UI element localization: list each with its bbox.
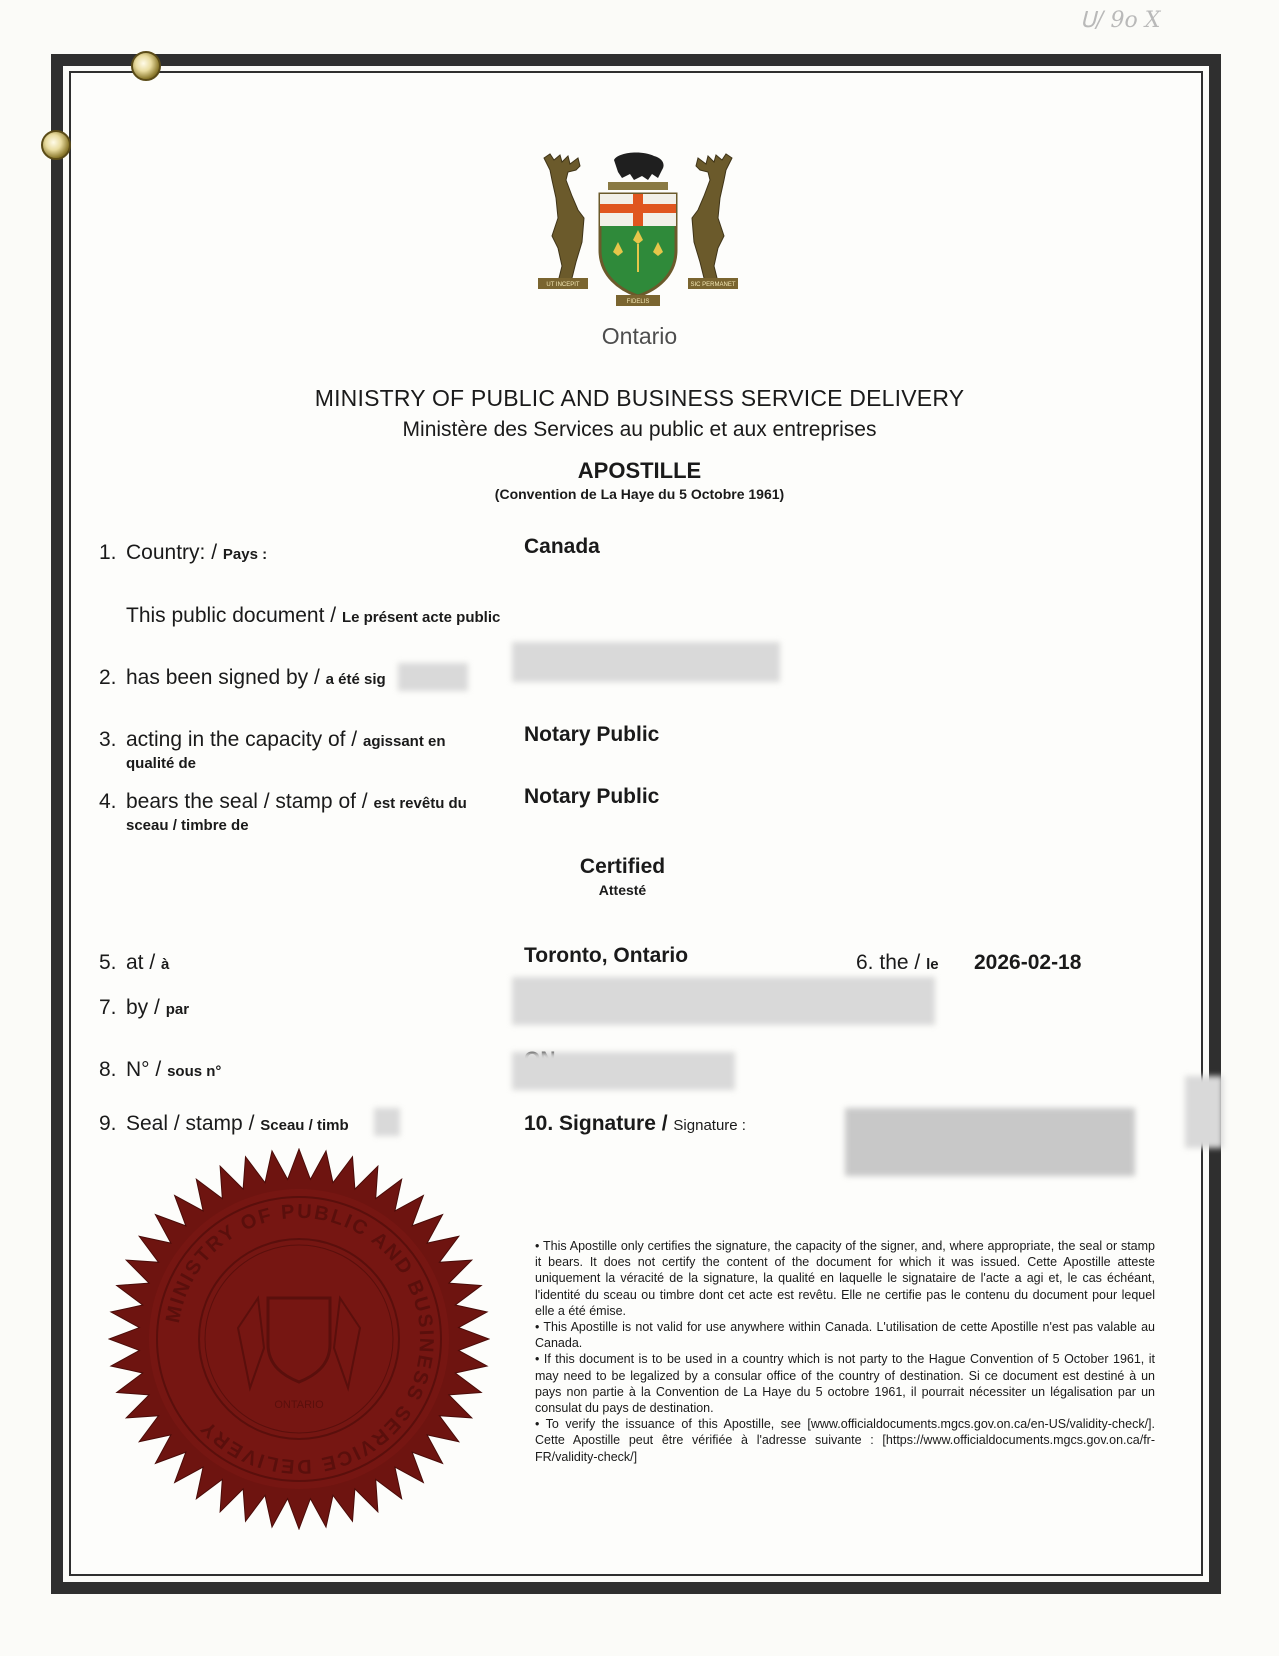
note-paragraph: • If this document is to be used in a country which is not party to the Hague Convention of 5 October 1961, it may need to be legalized by a consular office of the country of destination. Si ce document est destiné à un pays non partie à la Convention de La Haye du 5 octobre 1961, il pourrait nécessiter un légalisation par un consulat du pays de destination. bbox=[535, 1352, 1155, 1416]
field-at-value: Toronto, Ontario bbox=[524, 944, 689, 967]
apostille-notes bbox=[535, 1238, 1155, 1465]
field-date-label: 6. the / le bbox=[856, 951, 939, 974]
redaction-block bbox=[512, 642, 780, 682]
redaction-block bbox=[398, 663, 468, 691]
field-seal-stamp-label: 9. Seal / stamp / Sceau / timb bbox=[99, 1112, 349, 1135]
field-seal-of-label-cont: sceau / timbre de bbox=[126, 817, 249, 834]
motto-right: SIC PERMANET bbox=[690, 282, 736, 288]
redaction-block bbox=[512, 1052, 735, 1090]
field-at-label: 5. at / à bbox=[99, 951, 170, 974]
note-paragraph: • This Apostille is not valid for use anywhere within Canada. L'utilisation de cette Apostille n'est pas valable au Canada. bbox=[535, 1320, 1155, 1351]
official-embossed-seal-icon bbox=[108, 1148, 490, 1530]
field-capacity-value: Notary Public bbox=[524, 723, 660, 746]
page-title: APOSTILLE bbox=[577, 458, 702, 483]
field-signature-label: 10. Signature / Signature : bbox=[524, 1112, 746, 1135]
signature-redaction bbox=[845, 1108, 1135, 1176]
certified-label-fr: Attesté bbox=[598, 882, 647, 898]
field-seal-of-label: 4. bears the seal / stamp of / est revêtu du bbox=[99, 790, 467, 813]
ministry-name-en: MINISTRY OF PUBLIC AND BUSINESS SERVICE DELIVERY bbox=[314, 385, 965, 411]
pencil-annotation: ᑌ/ 9ο X bbox=[1080, 8, 1161, 33]
note-paragraph: • This Apostille only certifies the signature, the capacity of the signer, and, where appropriate, the seal or stamp it bears. It does not certify the content of the document for which it was issued. Cette Apostille atteste uniquement la véracité de la signature, la qualité en laquelle le signataire de l'acte a agi et, le cas échéant, l'identité du sceau ou timbre dont cet acte est revêtu. Elle ne certifie pas le contenu du document pour lequel elle a été émise. bbox=[535, 1239, 1155, 1318]
redaction-block bbox=[512, 977, 935, 1025]
field-signed-by-label: 2. has been signed by / a été sig bbox=[99, 666, 386, 689]
certified-label: Certified bbox=[579, 855, 666, 878]
note-paragraph: • To verify the issuance of this Apostille, see [www.officialdocuments.mgcs.gov.on.ca/en-US/validity-check/]. Cette Apostille peut être vérifiée à l'adresse suivante : [https://www.officialdocuments.mgcs.gov.on.ca/fr-FR/validity-check/] bbox=[535, 1417, 1155, 1464]
public-document-label: This public document / Le présent acte public bbox=[126, 604, 501, 627]
ontario-wordmark: Ontario bbox=[601, 323, 678, 349]
redaction-block bbox=[374, 1108, 400, 1136]
grommet-icon bbox=[41, 130, 71, 160]
motto-center: FIDELIS bbox=[626, 299, 650, 305]
field-seal-of-value: Notary Public bbox=[524, 785, 660, 808]
seal-ring-text: MINISTRY OF PUBLIC AND BUSINESS SERVICE DELIVERY bbox=[161, 1200, 438, 1478]
field-by-label: 7. by / par bbox=[99, 996, 190, 1019]
convention-subtitle: (Convention de La Haye du 5 Octobre 1961) bbox=[494, 486, 785, 502]
field-country-label: 1. Country: / Pays : bbox=[99, 541, 268, 564]
ministry-name-fr: Ministère des Services au public et aux entreprises bbox=[402, 418, 877, 441]
field-date-value: 2026-02-18 bbox=[974, 951, 1082, 974]
redaction-block bbox=[1185, 1076, 1223, 1148]
grommet-icon bbox=[131, 51, 161, 81]
motto-left: UT INCEPIT bbox=[546, 282, 580, 288]
field-capacity-label: 3. acting in the capacity of / agissant en bbox=[99, 728, 446, 751]
ontario-coat-of-arms-icon bbox=[538, 150, 738, 325]
field-country-value: Canada bbox=[524, 535, 600, 558]
seal-center-text: ONTARIO bbox=[274, 1399, 324, 1411]
field-number-label: 8. N° / sous n° bbox=[99, 1058, 222, 1081]
field-capacity-label-cont: qualité de bbox=[126, 755, 197, 772]
